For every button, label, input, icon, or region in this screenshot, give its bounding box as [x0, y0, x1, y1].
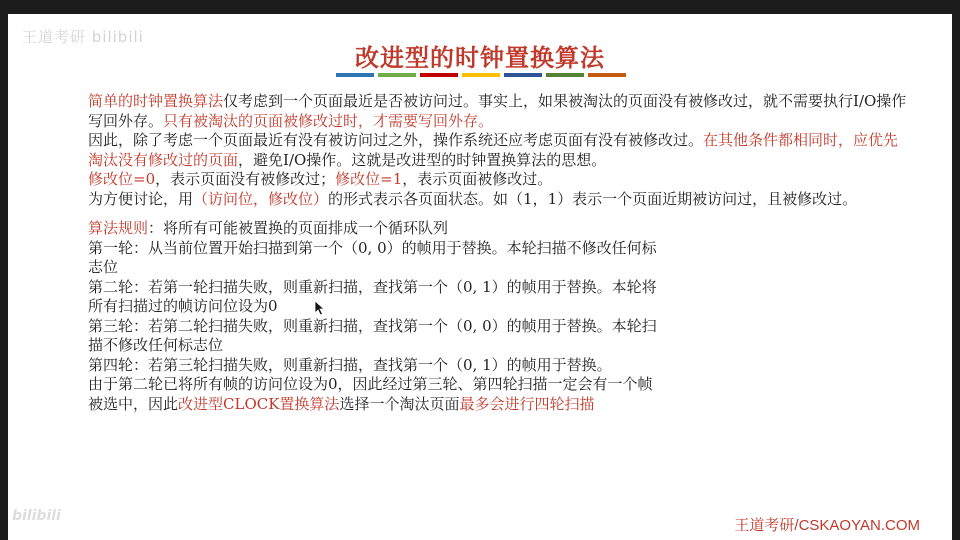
highlight-text: 简单的时钟置换算法 [88, 92, 224, 110]
slide-title: 改进型的时钟置换算法 [355, 44, 605, 72]
spacer [88, 209, 908, 219]
body-text: 选择一个淘汰页面 [339, 394, 460, 413]
body-text: 的形式表示各页面状态。如（1，1）表示一个页面近期被访问过，且被修改过。 [328, 189, 858, 208]
rule-round-2: 第二轮：若第一轮扫描失败，则重新扫描，查找第一个（0, 1）的帧用于替换。本轮将所有扫描过的帧访问位设为0 [88, 277, 657, 315]
color-segment [336, 73, 374, 77]
rules-lead [88, 219, 660, 239]
highlight-text: （访问位，修改位） [193, 189, 329, 208]
color-segment [462, 73, 500, 77]
watermark-logo: 王道考研 bilibili [22, 28, 144, 46]
paragraph-bit-meaning [88, 170, 908, 190]
body-text: 由于第二轮已将所有帧的访问位设为0，因此经过第三轮、第四轮扫描一定会有一个帧被选中，因此 [88, 375, 653, 413]
body-text: ，避免I/O操作。这就是改进型的时钟置换算法的思想。 [238, 150, 607, 169]
color-segment [504, 73, 542, 77]
body-text: ：将所有可能被置换的页面排成一个循环队列 [148, 219, 449, 237]
top-border [0, 0, 960, 14]
title-color-bar [336, 73, 626, 77]
paragraph-modified-bit [88, 131, 908, 170]
paragraph-notation [88, 190, 908, 210]
highlight-text: 算法规则 [88, 219, 149, 237]
right-border [952, 0, 960, 540]
algorithm-rules [88, 219, 660, 414]
body-text: 为方便讨论，用 [88, 189, 194, 208]
body-text: ，表示页面没有被修改过； [155, 170, 336, 188]
body-text: 因此，除了考虑一个页面最近有没有被访问过之外，操作系统还应考虑页面有没有被修改过。 [88, 131, 704, 149]
left-border [0, 0, 8, 540]
color-segment [546, 73, 584, 77]
highlight-text: 修改位=1 [335, 170, 403, 188]
highlight-text: 改进型CLOCK置换算法 [178, 394, 340, 413]
color-segment [378, 73, 416, 77]
rule-round-3: 第三轮：若第二轮扫描失败，则重新扫描，查找第一个（0, 0）的帧用于替换。本轮扫描不修改任何标志位 [88, 316, 657, 354]
color-segment [420, 73, 458, 77]
rules-summary [88, 375, 660, 414]
body-text: ，表示页面被修改过。 [402, 170, 553, 188]
body-text: 仅考虑到一个页面最近是否被访问过。事实上，如果被淘汰的页面没有被修改过，就不需要执行I/O操作写回外存。 [88, 92, 907, 130]
rule-round-1: 第一轮：从当前位置开始扫描到第一个（0, 0）的帧用于替换。本轮扫描不修改任何标志位 [88, 238, 657, 276]
slide-body [88, 92, 908, 414]
mouse-cursor-icon [314, 300, 326, 316]
footer-brand: 王道考研/CSKAOYAN.COM [734, 517, 920, 534]
watermark-logo-bottom: bilibili [12, 508, 61, 524]
paragraph-simple-clock [88, 92, 908, 131]
highlight-text: 在其他条件都相同时，应优先淘汰没有修改过的页面 [88, 131, 899, 169]
highlight-text: 最多会进行四轮扫描 [459, 394, 595, 413]
highlight-text: 只有被淘汰的页面被修改过时，才需要写回外存。 [163, 111, 494, 130]
rule-round-4: 第四轮：若第三轮扫描失败，则重新扫描，查找第一个（0, 1）的帧用于替换。 [88, 355, 612, 374]
color-segment [588, 73, 626, 77]
highlight-text: 修改位=0 [88, 170, 156, 188]
